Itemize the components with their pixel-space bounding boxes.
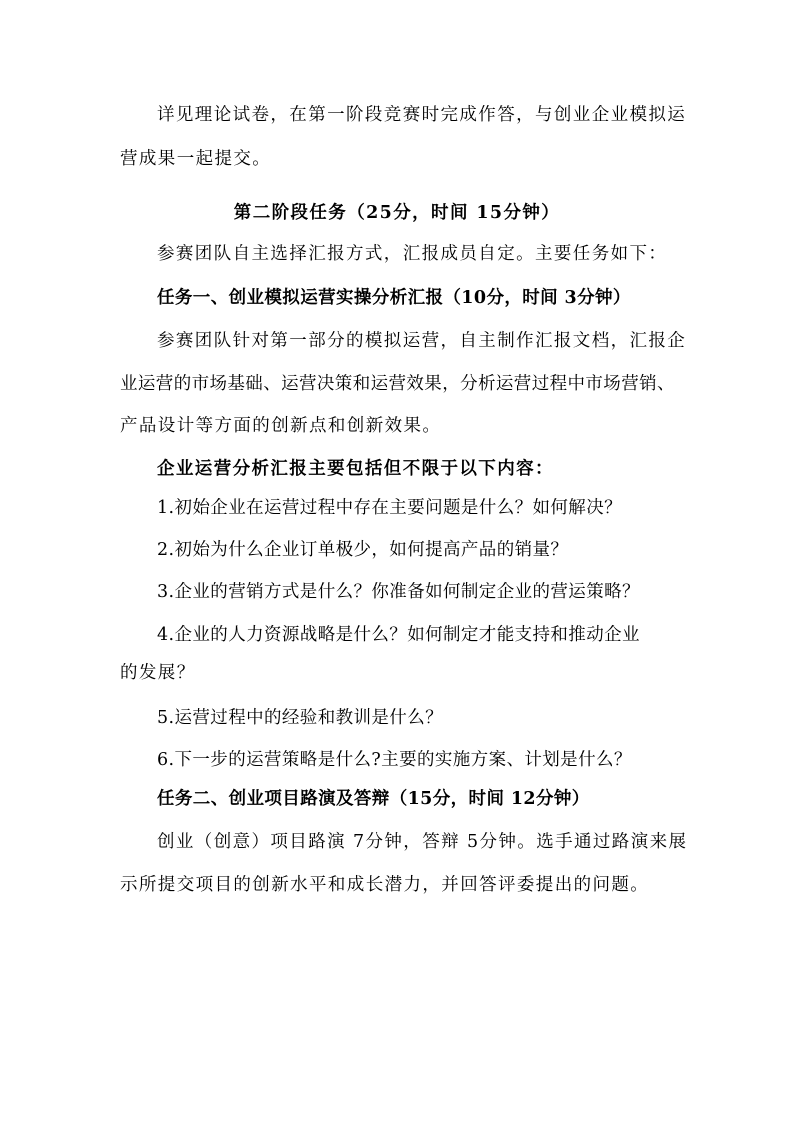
list-item-3: 3.企业的营销方式是什么？你准备如何制定企业的营运策略？ [157,582,640,602]
list-item-4-line1: 4.企业的人力资源战略是什么？如何制定才能支持和推动企业 [157,625,640,645]
paragraph-theory-exam-line1: 详见理论试卷，在第一阶段竞赛时完成作答，与创业企业模拟运 [157,105,687,125]
paragraph-task-one-line2: 业运营的市场基础、运营决策和运营效果，分析运营过程中市场营销、 [120,374,675,394]
paragraph-theory-exam-line2: 营成果一起提交。 [120,149,272,169]
list-item-6: 6.下一步的运营策略是什么?主要的实施方案、计划是什么？ [157,750,632,770]
list-item-2: 2.初始为什么企业订单极少，如何提高产品的销量？ [157,540,569,560]
list-item-4-line2: 的发展？ [120,663,196,683]
paragraph-task-two-line2: 示所提交项目的创新水平和成长潜力，并回答评委提出的问题。 [120,875,650,895]
list-item-1: 1.初始企业在运营过程中存在主要问题是什么？如何解决？ [157,498,622,518]
paragraph-task-two-line1: 创业（创意）项目路演 7分钟，答辩 5分钟。选手通过路演来展 [157,832,688,852]
paragraph-task-one-line3: 产品设计等方面的创新点和创新效果。 [120,416,442,436]
list-item-5: 5.运营过程中的经验和教训是什么？ [157,708,443,728]
heading-task-two: 任务二、创业项目路演及答辩（15分，时间 12分钟） [157,789,590,809]
heading-task-one: 任务一、创业模拟运营实操分析汇报（10分，时间 3分钟） [157,288,631,308]
paragraph-task-one-line1: 参赛团队针对第一部分的模拟运营，自主制作汇报文档，汇报企 [157,331,687,351]
paragraph-report-method: 参赛团队自主选择汇报方式，汇报成员自定。主要任务如下： [157,244,668,264]
heading-stage-two: 第二阶段任务（25分，时间 15分钟） [233,203,561,223]
heading-report-content: 企业运营分析汇报主要包括但不限于以下内容： [157,459,554,479]
